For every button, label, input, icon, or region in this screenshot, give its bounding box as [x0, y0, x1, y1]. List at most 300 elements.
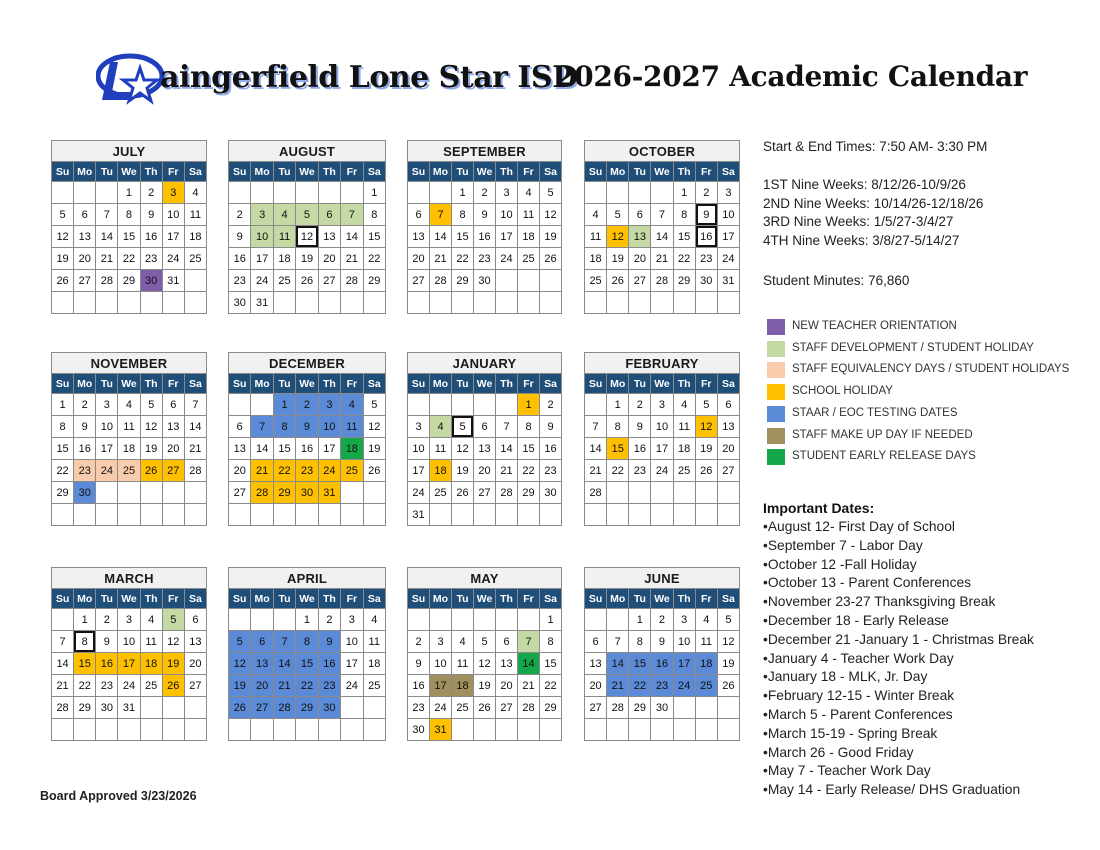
calendar-day: 5	[695, 394, 717, 416]
calendar-day: 12	[717, 631, 739, 653]
calendar-day: 10	[318, 416, 340, 438]
empty-day-cell	[52, 609, 74, 631]
weekday-header: Su	[585, 589, 607, 609]
calendar-day: 9	[296, 416, 318, 438]
calendar-day: 19	[140, 438, 162, 460]
calendar-day: 26	[140, 460, 162, 482]
calendar-day: 16	[629, 438, 651, 460]
calendar-day: 22	[118, 248, 140, 270]
empty-day-cell	[496, 292, 518, 314]
weekday-header: Sa	[717, 162, 739, 182]
empty-day-cell	[408, 182, 430, 204]
calendar-day: 4	[518, 182, 540, 204]
important-date-item: • December 21 -January 1 - Christmas Break	[763, 631, 1034, 650]
empty-day-cell	[74, 719, 96, 741]
weekday-header: Th	[673, 162, 695, 182]
calendar-day: 5	[474, 631, 496, 653]
calendar-day: 3	[651, 394, 673, 416]
month-name: DECEMBER	[229, 353, 386, 374]
weekday-header: Sa	[184, 162, 206, 182]
weekday-header: Fr	[518, 162, 540, 182]
calendar-day: 7	[273, 631, 295, 653]
calendar-day: 3	[408, 416, 430, 438]
weekday-header: Fr	[341, 589, 363, 609]
calendar-day: 2	[140, 182, 162, 204]
calendar-day: 23	[474, 248, 496, 270]
empty-day-cell	[474, 394, 496, 416]
legend-label: STAFF EQUIVALENCY DAYS / STUDENT HOLIDAYS	[792, 363, 1070, 375]
calendar-day: 13	[162, 416, 184, 438]
calendar-day: 5	[607, 204, 629, 226]
calendar-day: 22	[540, 675, 562, 697]
calendar-day: 17	[251, 248, 273, 270]
calendar-day: 6	[496, 631, 518, 653]
calendar-day: 3	[96, 394, 118, 416]
empty-day-cell	[140, 504, 162, 526]
empty-day-cell	[607, 182, 629, 204]
calendar-day: 5	[229, 631, 251, 653]
empty-day-cell	[496, 504, 518, 526]
empty-day-cell	[430, 609, 452, 631]
calendar-day: 24	[341, 675, 363, 697]
calendar-day: 26	[229, 697, 251, 719]
empty-day-cell	[607, 609, 629, 631]
nine-weeks-1: 1ST Nine Weeks: 8/12/26-10/9/26	[763, 177, 966, 192]
empty-day-cell	[717, 504, 739, 526]
empty-day-cell	[695, 292, 717, 314]
empty-day-cell	[651, 504, 673, 526]
empty-day-cell	[184, 504, 206, 526]
calendar-day: 13	[184, 631, 206, 653]
weekday-header: Su	[229, 162, 251, 182]
calendar-day: 31	[162, 270, 184, 292]
weekday-header: Tu	[96, 374, 118, 394]
empty-day-cell	[273, 292, 295, 314]
weekday-header: Fr	[162, 162, 184, 182]
calendar-day: 21	[184, 438, 206, 460]
legend-swatch	[767, 449, 785, 465]
calendar-day: 18	[341, 438, 363, 460]
empty-day-cell	[140, 697, 162, 719]
calendar-day: 29	[74, 697, 96, 719]
calendar-day: 9	[229, 226, 251, 248]
calendar-day: 19	[452, 460, 474, 482]
weekday-header: We	[474, 374, 496, 394]
calendar-day: 15	[363, 226, 385, 248]
empty-day-cell	[651, 482, 673, 504]
calendar-day: 15	[518, 438, 540, 460]
calendar-day: 24	[430, 697, 452, 719]
calendar-day: 10	[408, 438, 430, 460]
weekday-header: Su	[408, 589, 430, 609]
calendar-day: 22	[452, 248, 474, 270]
calendar-day: 28	[184, 460, 206, 482]
calendar-day: 10	[717, 204, 739, 226]
calendar-day: 28	[430, 270, 452, 292]
empty-day-cell	[496, 609, 518, 631]
weekday-header: Fr	[341, 374, 363, 394]
empty-day-cell	[673, 504, 695, 526]
calendar-day: 13	[408, 226, 430, 248]
important-date-item: • March 15-19 - Spring Break	[763, 725, 1034, 744]
calendar-day: 9	[140, 204, 162, 226]
calendar-day: 2	[629, 394, 651, 416]
empty-day-cell	[673, 697, 695, 719]
empty-day-cell	[496, 394, 518, 416]
calendar-day: 5	[296, 204, 318, 226]
calendar-day: 28	[273, 697, 295, 719]
weekday-header: We	[118, 162, 140, 182]
calendar-day: 10	[118, 631, 140, 653]
month-name: APRIL	[229, 568, 386, 589]
important-date-item: • February 12-15 - Winter Break	[763, 687, 1034, 706]
empty-day-cell	[363, 482, 385, 504]
calendar-day: 9	[540, 416, 562, 438]
calendar-day: 16	[318, 653, 340, 675]
month-calendar-january	[407, 352, 562, 526]
calendar-day: 6	[629, 204, 651, 226]
empty-day-cell	[430, 182, 452, 204]
calendar-day: 19	[296, 248, 318, 270]
calendar-day: 1	[540, 609, 562, 631]
calendar-day: 7	[430, 204, 452, 226]
empty-day-cell	[52, 292, 74, 314]
calendar-day: 23	[96, 675, 118, 697]
calendar-day: 12	[162, 631, 184, 653]
calendar-day: 21	[496, 460, 518, 482]
empty-day-cell	[229, 609, 251, 631]
empty-day-cell	[474, 609, 496, 631]
calendar-day: 15	[607, 438, 629, 460]
calendar-day: 24	[717, 248, 739, 270]
calendar-day: 21	[651, 248, 673, 270]
legend-label: STAFF DEVELOPMENT / STUDENT HOLIDAY	[792, 342, 1034, 354]
empty-day-cell	[695, 482, 717, 504]
empty-day-cell	[341, 719, 363, 741]
calendar-day: 17	[96, 438, 118, 460]
empty-day-cell	[318, 504, 340, 526]
empty-day-cell	[717, 719, 739, 741]
calendar-day: 14	[184, 416, 206, 438]
empty-day-cell	[452, 394, 474, 416]
calendar-day: 16	[140, 226, 162, 248]
empty-day-cell	[430, 292, 452, 314]
calendar-day: 11	[363, 631, 385, 653]
weekday-header: Tu	[96, 162, 118, 182]
calendar-day: 13	[229, 438, 251, 460]
calendar-day: 22	[629, 675, 651, 697]
weekday-header: We	[474, 589, 496, 609]
calendar-day: 2	[296, 394, 318, 416]
calendar-day: 27	[318, 270, 340, 292]
month-calendar-july	[51, 140, 207, 314]
calendar-day: 14	[96, 226, 118, 248]
weekday-header: Mo	[251, 162, 273, 182]
calendar-day: 3	[318, 394, 340, 416]
calendar-day: 16	[695, 226, 717, 248]
empty-day-cell	[184, 697, 206, 719]
calendar-day: 1	[118, 182, 140, 204]
calendar-day: 24	[496, 248, 518, 270]
calendar-day: 29	[118, 270, 140, 292]
calendar-day: 24	[118, 675, 140, 697]
important-date-item: • December 18 - Early Release	[763, 612, 1034, 631]
calendar-day: 25	[518, 248, 540, 270]
weekday-header: Fr	[518, 374, 540, 394]
calendar-day: 28	[607, 697, 629, 719]
calendar-day: 12	[474, 653, 496, 675]
calendar-day: 6	[162, 394, 184, 416]
empty-day-cell	[118, 504, 140, 526]
calendar-day: 10	[341, 631, 363, 653]
empty-day-cell	[318, 182, 340, 204]
calendar-day: 6	[184, 609, 206, 631]
calendar-day: 11	[341, 416, 363, 438]
calendar-day: 16	[474, 226, 496, 248]
empty-day-cell	[296, 504, 318, 526]
empty-day-cell	[474, 719, 496, 741]
empty-day-cell	[474, 504, 496, 526]
calendar-day: 24	[408, 482, 430, 504]
calendar-day: 18	[585, 248, 607, 270]
empty-day-cell	[585, 182, 607, 204]
calendar-day: 27	[74, 270, 96, 292]
legend-label: STAFF MAKE UP DAY IF NEEDED	[792, 429, 973, 441]
weekday-header: Tu	[273, 374, 295, 394]
calendar-day: 6	[474, 416, 496, 438]
calendar-day: 9	[474, 204, 496, 226]
calendar-day: 1	[452, 182, 474, 204]
weekday-header: Fr	[341, 162, 363, 182]
calendar-day: 18	[430, 460, 452, 482]
weekday-header: Th	[318, 374, 340, 394]
calendar-day: 29	[629, 697, 651, 719]
calendar-day: 11	[118, 416, 140, 438]
calendar-day: 2	[229, 204, 251, 226]
calendar-day: 16	[408, 675, 430, 697]
calendar-day: 28	[341, 270, 363, 292]
empty-day-cell	[273, 609, 295, 631]
weekday-header: Su	[229, 374, 251, 394]
month-name: JULY	[52, 141, 207, 162]
weekday-header: Mo	[430, 374, 452, 394]
calendar-day: 22	[296, 675, 318, 697]
calendar-day: 22	[52, 460, 74, 482]
calendar-day: 27	[251, 697, 273, 719]
important-date-item: • October 12 -Fall Holiday	[763, 556, 1034, 575]
calendar-day: 1	[74, 609, 96, 631]
empty-day-cell	[296, 182, 318, 204]
calendar-day: 29	[363, 270, 385, 292]
calendar-day: 27	[585, 697, 607, 719]
calendar-day: 11	[585, 226, 607, 248]
calendar-day: 20	[184, 653, 206, 675]
empty-day-cell	[251, 394, 273, 416]
weekday-header: Tu	[452, 374, 474, 394]
calendar-day: 7	[496, 416, 518, 438]
empty-day-cell	[629, 292, 651, 314]
calendar-day: 24	[651, 460, 673, 482]
calendar-day: 30	[318, 697, 340, 719]
calendar-day: 6	[229, 416, 251, 438]
calendar-day: 26	[540, 248, 562, 270]
calendar-day: 30	[229, 292, 251, 314]
nine-weeks-2: 2ND Nine Weeks: 10/14/26-12/18/26	[763, 196, 984, 211]
calendar-day: 12	[229, 653, 251, 675]
nine-weeks-4: 4TH Nine Weeks: 3/8/27-5/14/27	[763, 233, 960, 248]
empty-day-cell	[585, 292, 607, 314]
calendar-day: 8	[363, 204, 385, 226]
calendar-day: 24	[251, 270, 273, 292]
calendar-day: 21	[518, 675, 540, 697]
calendar-day: 19	[607, 248, 629, 270]
empty-day-cell	[363, 697, 385, 719]
important-date-item: • March 5 - Parent Conferences	[763, 706, 1034, 725]
weekday-header: We	[651, 162, 673, 182]
weekday-header: Mo	[607, 589, 629, 609]
calendar-day: 27	[629, 270, 651, 292]
calendar-day: 4	[363, 609, 385, 631]
calendar-day: 15	[629, 653, 651, 675]
weekday-header: Tu	[273, 589, 295, 609]
calendar-day: 11	[184, 204, 206, 226]
weekday-header: Sa	[717, 374, 739, 394]
weekday-header: Fr	[695, 374, 717, 394]
empty-day-cell	[296, 719, 318, 741]
empty-day-cell	[651, 719, 673, 741]
calendar-day: 9	[695, 204, 717, 226]
calendar-day: 17	[651, 438, 673, 460]
calendar-day: 16	[540, 438, 562, 460]
calendar-day: 25	[430, 482, 452, 504]
month-name: OCTOBER	[585, 141, 740, 162]
calendar-day: 20	[717, 438, 739, 460]
calendar-day: 25	[341, 460, 363, 482]
calendar-day: 7	[607, 631, 629, 653]
calendar-day: 6	[585, 631, 607, 653]
weekday-header: Sa	[717, 589, 739, 609]
month-name: MAY	[408, 568, 562, 589]
calendar-day: 12	[695, 416, 717, 438]
calendar-day: 27	[229, 482, 251, 504]
calendar-day: 4	[140, 609, 162, 631]
calendar-day: 14	[651, 226, 673, 248]
empty-day-cell	[518, 609, 540, 631]
empty-day-cell	[52, 182, 74, 204]
empty-day-cell	[341, 504, 363, 526]
important-date-item: • May 7 - Teacher Work Day	[763, 762, 1034, 781]
weekday-header: Mo	[430, 162, 452, 182]
weekday-header: Sa	[540, 374, 562, 394]
empty-day-cell	[717, 482, 739, 504]
calendar-day: 29	[52, 482, 74, 504]
calendar-day: 25	[140, 675, 162, 697]
calendar-day: 11	[518, 204, 540, 226]
empty-day-cell	[74, 292, 96, 314]
empty-day-cell	[162, 719, 184, 741]
calendar-day: 21	[607, 675, 629, 697]
calendar-day: 23	[140, 248, 162, 270]
legend-swatch	[767, 362, 785, 378]
empty-day-cell	[273, 182, 295, 204]
calendar-day: 13	[585, 653, 607, 675]
calendar-day: 6	[251, 631, 273, 653]
calendar-day: 7	[651, 204, 673, 226]
calendar-day: 10	[162, 204, 184, 226]
calendar-day: 11	[452, 653, 474, 675]
empty-day-cell	[273, 504, 295, 526]
legend-swatch	[767, 428, 785, 444]
empty-day-cell	[518, 270, 540, 292]
calendar-day: 25	[452, 697, 474, 719]
calendar-day: 31	[717, 270, 739, 292]
important-date-item: • January 4 - Teacher Work Day	[763, 650, 1034, 669]
empty-day-cell	[607, 504, 629, 526]
legend-label: SCHOOL HOLIDAY	[792, 385, 893, 397]
calendar-day: 19	[474, 675, 496, 697]
calendar-day: 23	[318, 675, 340, 697]
empty-day-cell	[96, 292, 118, 314]
calendar-day: 15	[673, 226, 695, 248]
weekday-header: Tu	[452, 589, 474, 609]
calendar-day: 14	[430, 226, 452, 248]
empty-day-cell	[717, 697, 739, 719]
calendar-day: 18	[140, 653, 162, 675]
calendar-day: 22	[273, 460, 295, 482]
calendar-day: 29	[273, 482, 295, 504]
empty-day-cell	[184, 719, 206, 741]
empty-day-cell	[341, 292, 363, 314]
calendar-day: 1	[629, 609, 651, 631]
empty-day-cell	[118, 719, 140, 741]
calendar-day: 6	[74, 204, 96, 226]
empty-day-cell	[318, 719, 340, 741]
month-name: JUNE	[585, 568, 740, 589]
empty-day-cell	[74, 504, 96, 526]
weekday-header: Su	[408, 374, 430, 394]
weekday-header: Tu	[273, 162, 295, 182]
month-calendar-february	[584, 352, 740, 526]
calendar-day: 3	[430, 631, 452, 653]
calendar-day: 28	[251, 482, 273, 504]
empty-day-cell	[408, 609, 430, 631]
calendar-day: 20	[162, 438, 184, 460]
calendar-day: 17	[717, 226, 739, 248]
calendar-day: 13	[318, 226, 340, 248]
empty-day-cell	[162, 504, 184, 526]
calendar-day: 30	[474, 270, 496, 292]
important-date-item: • October 13 - Parent Conferences	[763, 574, 1034, 593]
empty-day-cell	[341, 482, 363, 504]
calendar-day: 4	[673, 394, 695, 416]
calendar-day: 22	[518, 460, 540, 482]
calendar-day: 15	[296, 653, 318, 675]
weekday-header: Mo	[74, 589, 96, 609]
calendar-day: 5	[540, 182, 562, 204]
calendar-day: 24	[318, 460, 340, 482]
empty-day-cell	[585, 719, 607, 741]
calendar-day: 18	[118, 438, 140, 460]
calendar-day: 29	[452, 270, 474, 292]
weekday-header: Fr	[695, 162, 717, 182]
calendar-day: 16	[74, 438, 96, 460]
empty-day-cell	[629, 482, 651, 504]
calendar-day: 1	[273, 394, 295, 416]
calendar-day: 28	[96, 270, 118, 292]
weekday-header: Sa	[363, 374, 385, 394]
legend-label: STAAR / EOC TESTING DATES	[792, 407, 958, 419]
weekday-header: We	[296, 162, 318, 182]
